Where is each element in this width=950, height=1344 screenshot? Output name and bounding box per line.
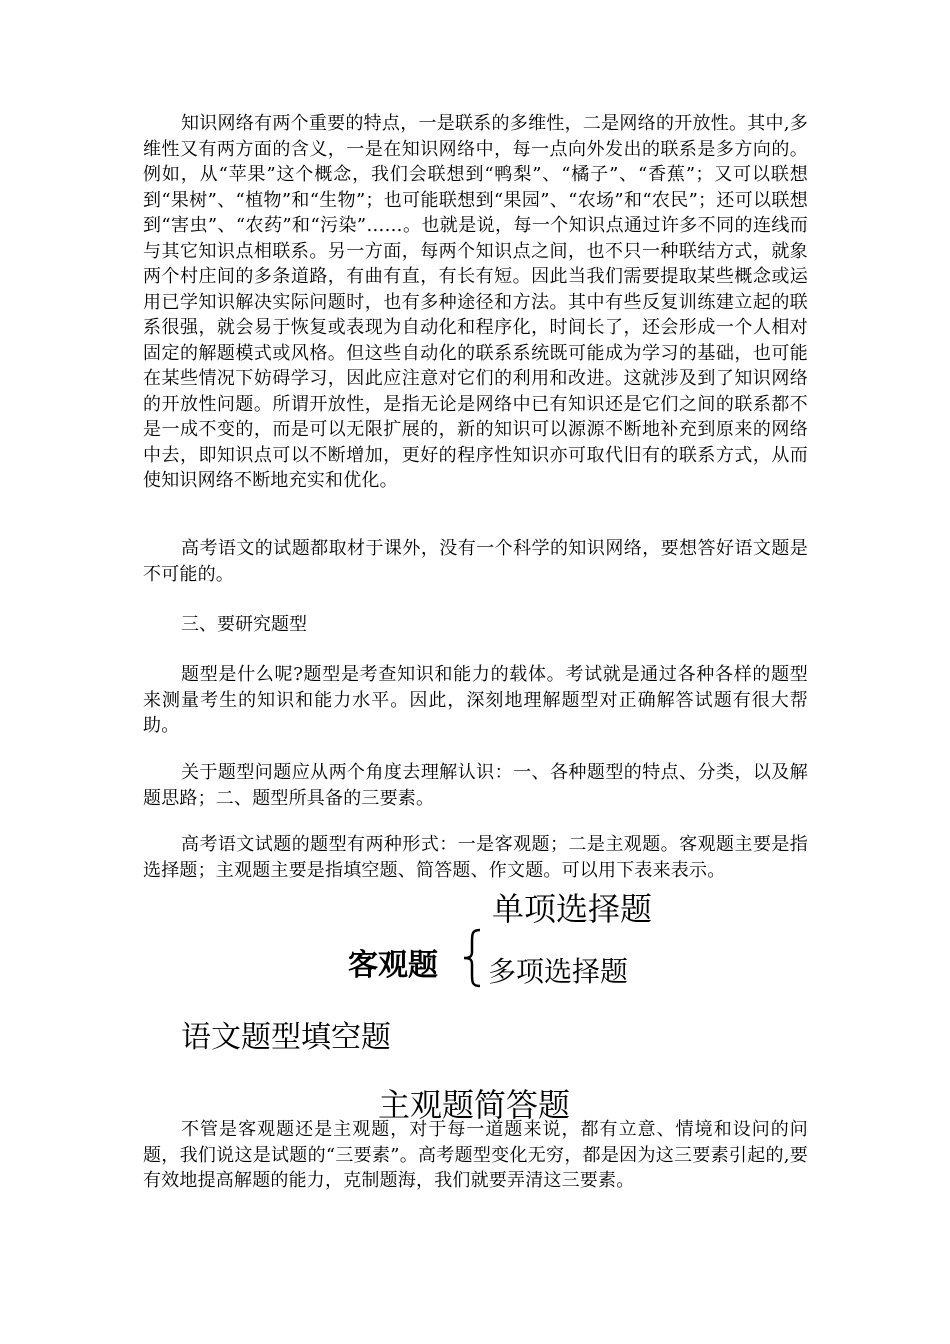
paragraph-two-forms: 高考语文试题的题型有两种形式：一是客观题；二是主观题。客观题主要是指选择题；主观题主要是指填空题、简答题、作文题。可以用下表来表示。: [143, 834, 808, 881]
paragraph-two-perspectives: 关于题型问题应从两个角度去理解认识：一、各种题型的特点、分类，以及解题思路；二、题型所具备的三要素。: [143, 762, 808, 809]
diagram-single-choice: 单项选择题: [492, 890, 653, 928]
diagram-subjective: 主观题简答题: [378, 1086, 571, 1124]
diagram-objective-label: 客观题: [348, 948, 438, 983]
diagram-brace-icon: [460, 928, 484, 988]
paragraph-three-elements: 不管是客观题还是主观题，对于每一道题来说，都有立意、情境和设问的问题，我们说这是试题的“三要素”。高考题型变化无穷，都是因为这三要素引起的,要有效地提高解题的能力，克制题海，我们就要弄清这三要素。: [143, 1119, 808, 1191]
paragraph-knowledge-network: 知识网络有两个重要的特点，一是联系的多维性，二是网络的开放性。其中,多维性又有两方面的含义，一是在知识网络中，每一点向外发出的联系是多方向的。例如，从“苹果”这个概念，我们会联想到“鸭梨”、“橘子”、“香蕉”；又可以联想到“果树”、“植物”和“生物”；也可能联想到“果园”、“农场”和“农民”；还可以联想到“害虫”、“农药”和“污染”……。也就是说，每一个知识点通过许多不同的连线而与其它知识点相联系。另一方面，每两个知识点之间，也不只一种联结方式，就象两个村庄间的多条道路，有曲有直，有长有短。因此当我们需要提取某些概念或运用已学知识解决实际问题时，也有多种途径和方法。其中有些反复训练建立起的联系很强，就会易于恢复或表现为自动化和程序化，时间长了，还会形成一个人相对固定的解题模式或风格。但这些自动化的联系系统既可能成为学习的基础，也可能在某些情况下妨碍学习，因此应注意对它们的利用和改进。这就涉及到了知识网络的开放性问题。所谓开放性，是指无论是网络中已有知识还是它们之间的联系都不是一成不变的，而是可以无限扩展的，新的知识可以源源不断地补充到原来的网络中去，即知识点可以不断增加，更好的程序性知识亦可取代旧有的联系方式，从而使知识网络不断地充实和优化。: [143, 113, 808, 491]
diagram-left-label: 语文题型填空题: [181, 1020, 391, 1055]
paragraph-gaokao-materials: 高考语文的试题都取材于课外，没有一个科学的知识网络，要想答好语文题是不可能的。: [143, 538, 808, 585]
paragraph-question-type-definition: 题型是什么呢?题型是考查知识和能力的载体。考试就是通过各种各样的题型来测量考生的知识和能力水平。因此，深刻地理解题型对正确解答试题有很大帮助。: [143, 664, 808, 736]
diagram-multi-choice: 多项选择题: [488, 955, 629, 988]
section-heading-question-types: 三、要研究题型: [181, 614, 307, 635]
